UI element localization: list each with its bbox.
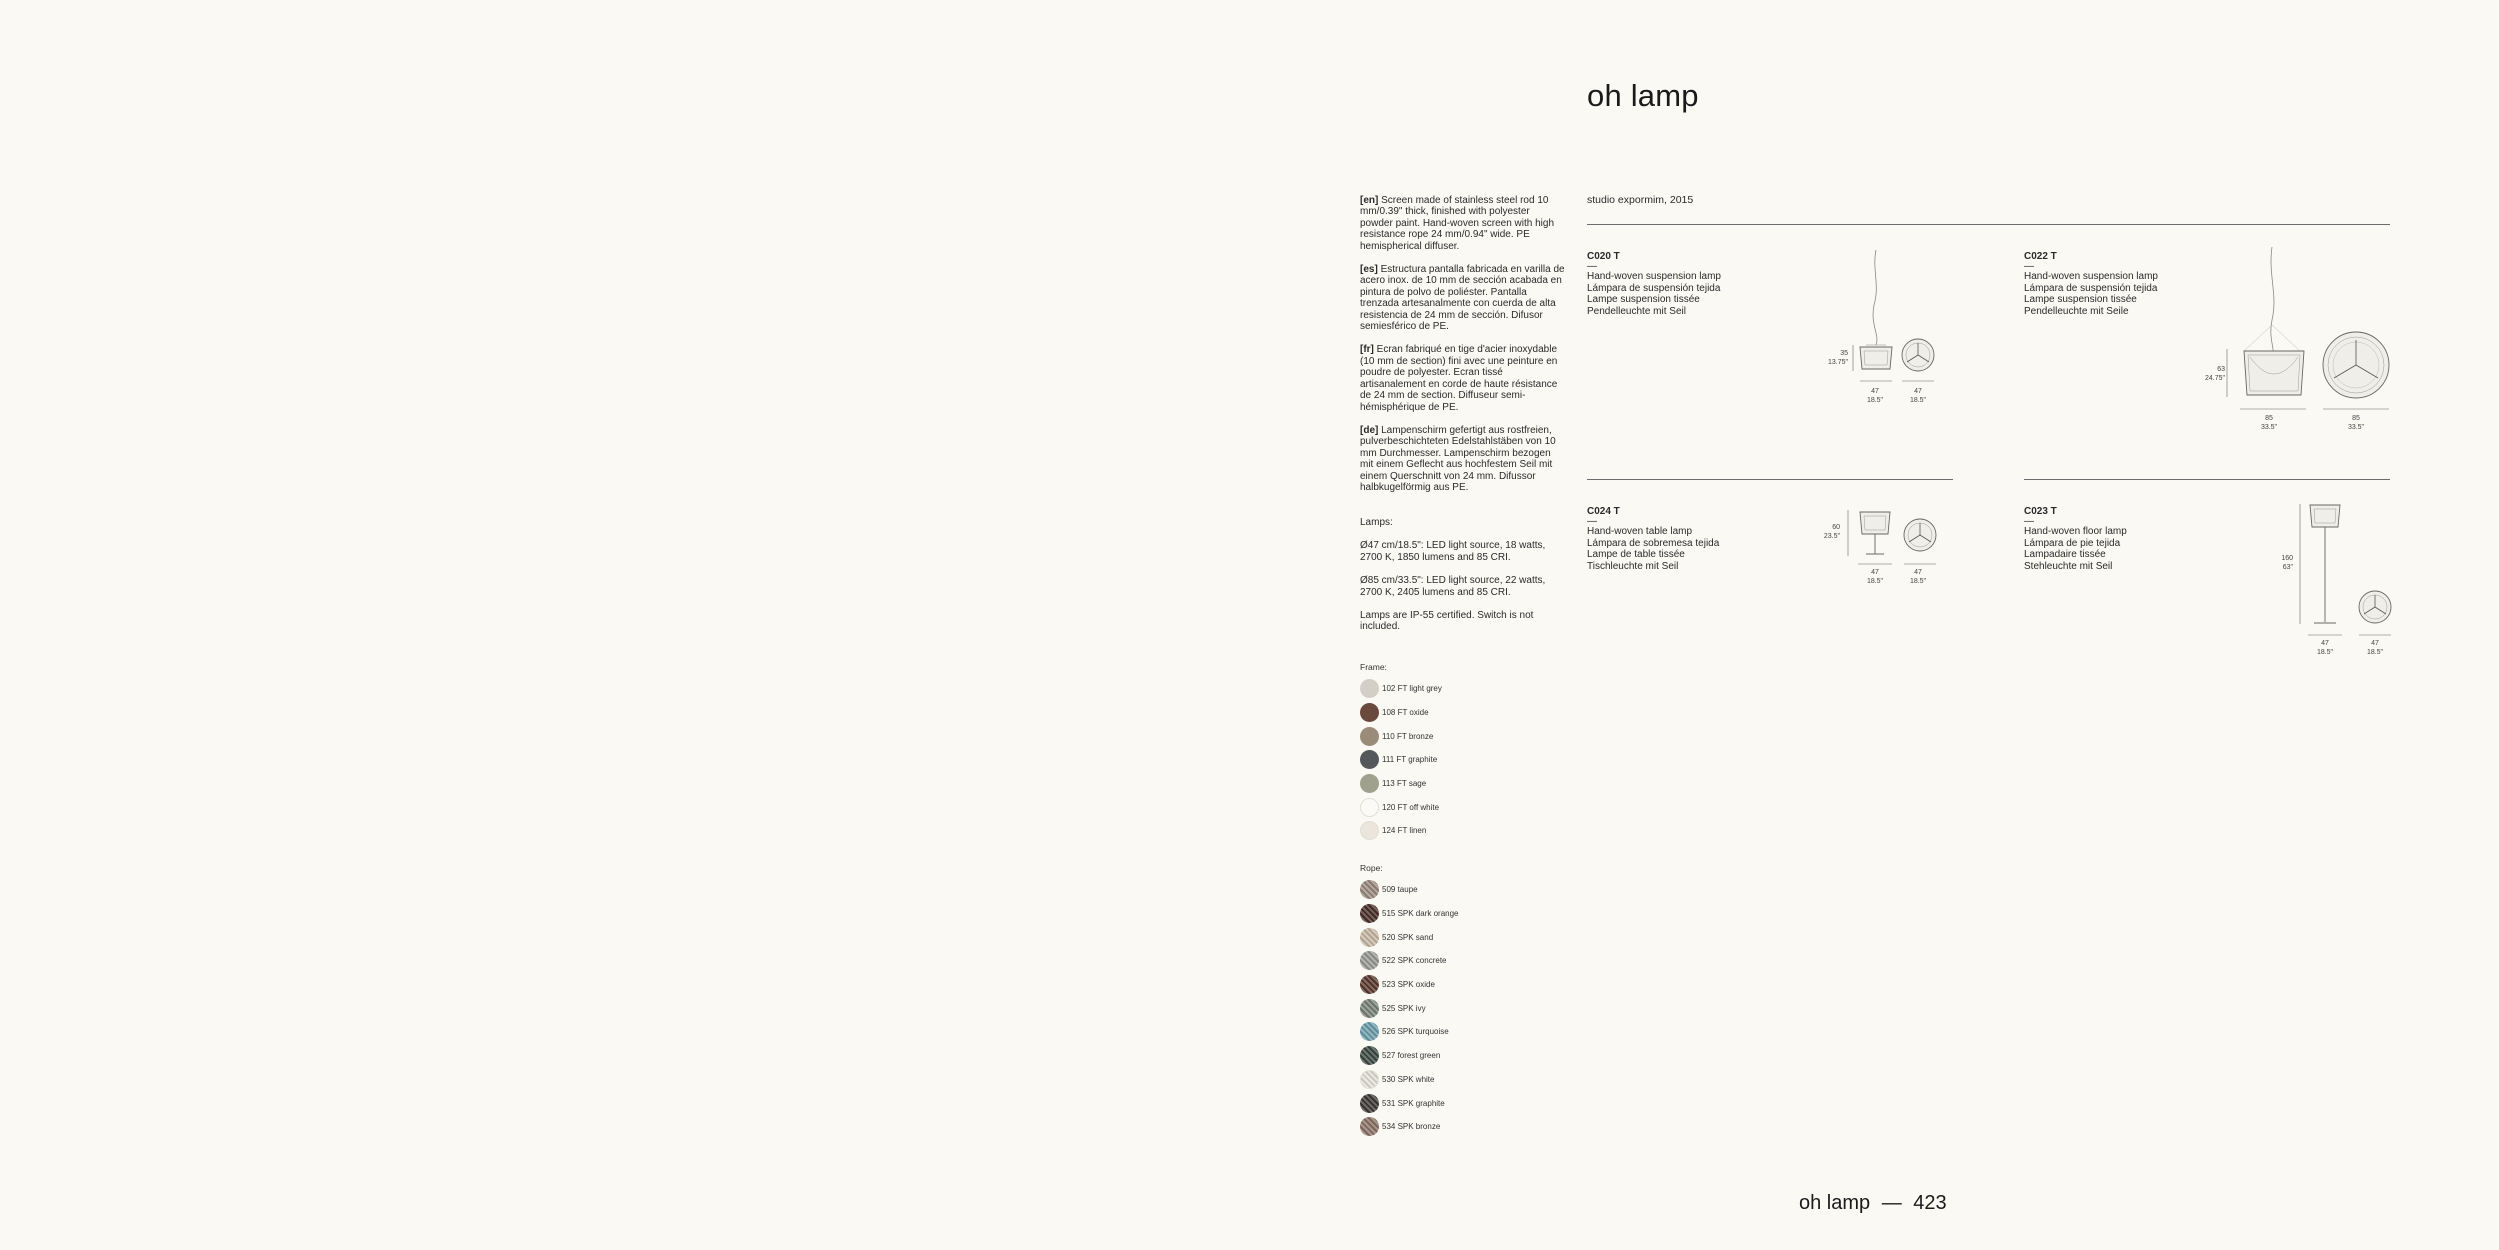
frame-swatch-label: 102 FT light grey xyxy=(1382,684,1442,694)
studio-credit: studio expormim, 2015 xyxy=(1587,194,1694,206)
c022t-width-dim: 85 33.5" xyxy=(2347,415,2365,431)
rope-swatch-item xyxy=(1360,902,1459,926)
frame-swatch-item xyxy=(1360,677,1442,701)
rope-swatch-chip xyxy=(1360,951,1379,970)
rope-swatch-chip xyxy=(1360,1046,1379,1065)
rope-swatch-item xyxy=(1360,1115,1459,1139)
rope-swatch-item xyxy=(1360,878,1459,902)
frame-swatch-chip xyxy=(1360,798,1379,817)
lamps-item: Lamps are IP-55 certified. Switch is not included. xyxy=(1360,610,1534,633)
frame-swatch-label: 108 FT oxide xyxy=(1382,708,1429,718)
description-fr: [fr] Ecran fabriqué en tige d'acier inoxydable (10 mm de section) fini avec une peinture en poudre de polyester. Ecran tissé artisanalement en corde de haute résistance de 24 mm de section. Diffuseur semi-hémisphérique de PE. xyxy=(1360,344,1558,413)
frame-label: Frame: xyxy=(1360,662,1387,672)
frame-swatch-item xyxy=(1360,701,1442,725)
product-line: Hand-woven table lamp xyxy=(1587,526,1693,538)
c023t-height-dim: 160 63" xyxy=(2281,555,2293,571)
rope-swatch-label: 523 SPK oxide xyxy=(1382,980,1435,990)
description-block xyxy=(1360,195,1565,505)
page-title: oh lamp xyxy=(1587,78,1699,113)
product-line: Pendelleuchte mit Seile xyxy=(2024,305,2129,317)
divider xyxy=(2024,479,2390,480)
c024t-width-dim: 47 18.5" xyxy=(1909,569,1927,585)
description-de: [de] Lampenschirm gefertigt aus rostfreien, pulverbeschichteten Edelstahlstäben von 10 mm Durchmesser. Lampenschirm bezogen mit einem Geflecht aus hochfestem Seil mit einem Querschnitt von 24 mm. Difussor halbkugelförmig aus PE. xyxy=(1360,424,1556,493)
frame-section xyxy=(1360,662,1442,843)
c023t-width-dim: 47 18.5" xyxy=(2366,640,2384,656)
c024t-width-dim: 47 18.5" xyxy=(1866,569,1884,585)
frame-swatch-chip xyxy=(1360,679,1379,698)
rope-swatch-label: 522 SPK concrete xyxy=(1382,956,1447,966)
c022t-height-dim: 63 24.75" xyxy=(2204,366,2225,382)
rope-swatch-item xyxy=(1360,1068,1459,1092)
product-dash: — xyxy=(1587,516,1597,528)
rope-swatch-chip xyxy=(1360,1070,1379,1089)
rope-swatch-label: 526 SPK turquoise xyxy=(1382,1027,1449,1037)
footer-separator: — xyxy=(1881,1192,1902,1214)
frame-swatch-list xyxy=(1360,677,1442,843)
frame-swatch-label: 113 FT sage xyxy=(1382,779,1427,789)
product-code: C023 T xyxy=(2024,506,2057,517)
product-c024t xyxy=(1587,506,1719,572)
c020t-width-dim: 47 18.5" xyxy=(1909,388,1927,404)
rope-swatch-chip xyxy=(1360,1094,1379,1113)
rope-label: Rope: xyxy=(1360,863,1383,873)
c020t-height-dim: 35 13.75" xyxy=(1827,350,1848,366)
product-dash: — xyxy=(2024,516,2034,528)
description-es: [es] Estructura pantalla fabricada en varilla de acero inox. de 10 mm de sección acabada en pintura de polvo de poliéster. Pantalla trenzada artesanalmente con cuerda de alta resistencia de 24 mm de sección. Difusor semiesférico de PE. xyxy=(1360,264,1565,333)
product-line: Lámpara de sobremesa tejida xyxy=(1587,537,1720,549)
product-line: Pendelleuchte mit Seil xyxy=(1587,305,1686,317)
lamps-item: Ø85 cm/33.5": LED light source, 22 watts, 2700 K, 2405 lumens and 85 CRI. xyxy=(1360,575,1546,598)
lamps-block xyxy=(1360,517,1570,645)
rope-swatch-item xyxy=(1360,925,1459,949)
rope-swatch-label: 534 SPK bronze xyxy=(1382,1122,1441,1132)
rope-swatch-item xyxy=(1360,1020,1459,1044)
rope-swatch-item xyxy=(1360,973,1459,997)
frame-swatch-chip xyxy=(1360,821,1379,840)
rope-swatch-label: 531 SPK graphite xyxy=(1382,1098,1445,1108)
c023t-width-dim: 47 18.5" xyxy=(2316,640,2334,656)
c024t-technical-drawing xyxy=(1830,500,1950,565)
frame-swatch-item xyxy=(1360,748,1442,772)
product-line: Lampe suspension tissée xyxy=(1587,294,1700,306)
product-c022t xyxy=(2024,251,2158,317)
product-line: Lampe suspension tissée xyxy=(2024,294,2137,306)
lamps-item: Ø47 cm/18.5": LED light source, 18 watts, 2700 K, 1850 lumens and 85 CRI. xyxy=(1360,540,1546,563)
product-dash: — xyxy=(1587,261,1597,273)
description-en: [en] Screen made of stainless steel rod 10 mm/0.39" thick, finished with polyester powder paint. Hand-woven screen with high resistance rope 24 mm/0.94" wide. PE hemispherical diffuser. xyxy=(1360,195,1554,252)
frame-swatch-item xyxy=(1360,724,1442,748)
c020t-width-dim: 47 18.5" xyxy=(1866,388,1884,404)
rope-swatch-label: 509 taupe xyxy=(1382,885,1418,895)
divider xyxy=(1587,224,2390,225)
rope-swatch-item xyxy=(1360,949,1459,973)
rope-swatch-item xyxy=(1360,996,1459,1020)
product-line: Lampe de table tissée xyxy=(1587,549,1685,561)
frame-swatch-item xyxy=(1360,819,1442,843)
rope-swatch-chip xyxy=(1360,880,1379,899)
rope-swatch-label: 515 SPK dark orange xyxy=(1382,909,1459,919)
frame-swatch-item xyxy=(1360,795,1442,819)
c022t-width-dim: 85 33.5" xyxy=(2260,415,2278,431)
rope-swatch-list xyxy=(1360,878,1459,1139)
rope-swatch-label: 520 SPK sand xyxy=(1382,932,1434,942)
frame-swatch-label: 110 FT bronze xyxy=(1382,731,1434,741)
rope-swatch-chip xyxy=(1360,975,1379,994)
product-code: C020 T xyxy=(1587,251,1620,262)
product-line: Hand-woven suspension lamp xyxy=(2024,271,2158,283)
rope-swatch-chip xyxy=(1360,1117,1379,1136)
frame-swatch-chip xyxy=(1360,750,1379,769)
rope-swatch-label: 525 SPK ivy xyxy=(1382,1003,1426,1013)
product-c020t xyxy=(1587,251,1721,317)
product-line: Hand-woven suspension lamp xyxy=(1587,271,1721,283)
product-line: Lámpara de pie tejida xyxy=(2024,537,2121,549)
page-footer xyxy=(1799,1192,1947,1215)
product-c023t xyxy=(2024,506,2127,572)
frame-swatch-chip xyxy=(1360,774,1379,793)
rope-swatch-label: 527 forest green xyxy=(1382,1051,1441,1061)
footer-title: oh lamp xyxy=(1799,1192,1871,1214)
rope-swatch-chip xyxy=(1360,999,1379,1018)
c022t-technical-drawing xyxy=(2220,245,2400,420)
frame-swatch-chip xyxy=(1360,703,1379,722)
frame-swatch-label: 111 FT graphite xyxy=(1382,755,1438,765)
frame-swatch-label: 124 FT linen xyxy=(1382,826,1427,836)
frame-swatch-label: 120 FT off white xyxy=(1382,802,1440,812)
rope-swatch-chip xyxy=(1360,928,1379,947)
product-line: Tischleuchte mit Seil xyxy=(1587,560,1679,572)
product-line: Lámpara de suspensión tejida xyxy=(1587,282,1721,294)
rope-swatch-item xyxy=(1360,1044,1459,1068)
product-line: Stehleuchte mit Seil xyxy=(2024,560,2113,572)
product-line: Lampadaire tissée xyxy=(2024,549,2106,561)
c023t-technical-drawing xyxy=(2290,500,2400,640)
product-line: Hand-woven floor lamp xyxy=(2024,526,2127,538)
lamps-label: Lamps: xyxy=(1360,517,1393,528)
frame-swatch-chip xyxy=(1360,727,1379,746)
product-line: Lámpara de suspensión tejida xyxy=(2024,282,2158,294)
c024t-height-dim: 60 23.5" xyxy=(1823,524,1840,540)
product-code: C022 T xyxy=(2024,251,2057,262)
rope-swatch-item xyxy=(1360,1091,1459,1115)
frame-swatch-item xyxy=(1360,772,1442,796)
product-code: C024 T xyxy=(1587,506,1620,517)
divider xyxy=(1587,479,1953,480)
rope-swatch-chip xyxy=(1360,1022,1379,1041)
page-number: 423 xyxy=(1913,1192,1947,1214)
rope-swatch-label: 530 SPK white xyxy=(1382,1074,1435,1084)
rope-section xyxy=(1360,863,1459,1139)
rope-swatch-chip xyxy=(1360,904,1379,923)
product-dash: — xyxy=(2024,261,2034,273)
